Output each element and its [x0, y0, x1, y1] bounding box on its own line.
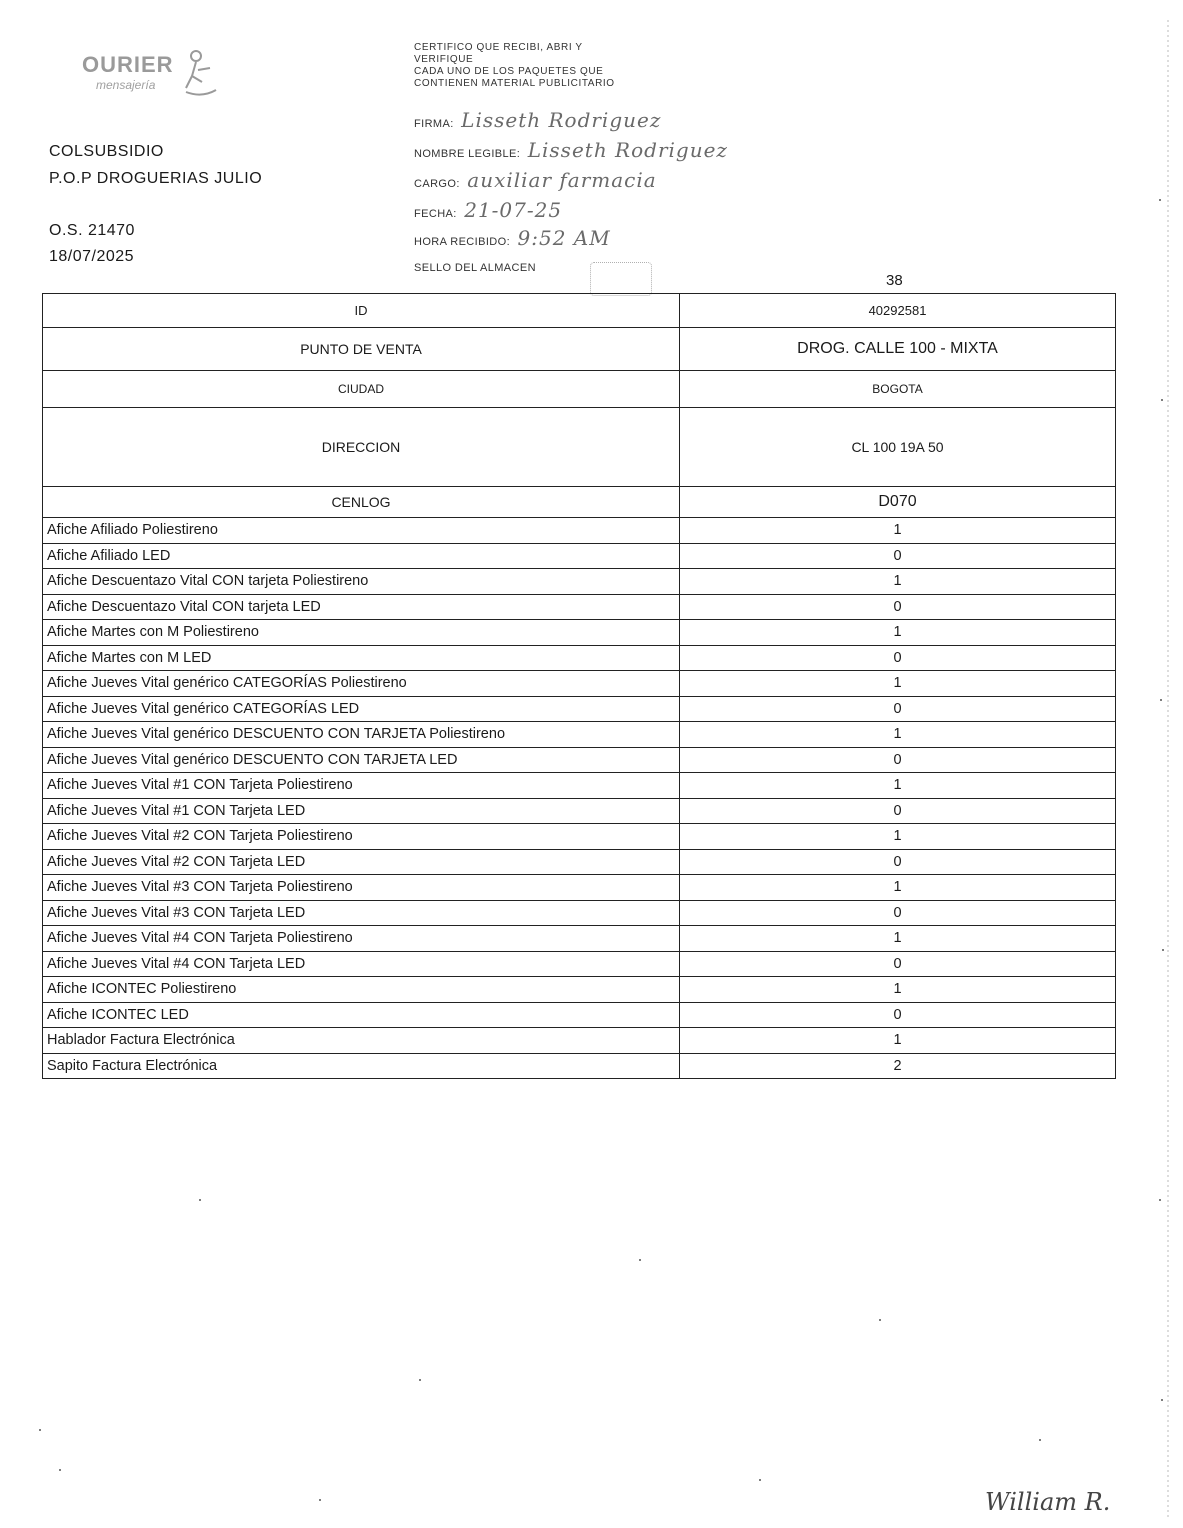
item-name: Afiche Jueves Vital #2 CON Tarjeta LED	[43, 849, 680, 875]
item-quantity: 0	[680, 900, 1116, 926]
item-quantity: 0	[680, 798, 1116, 824]
item-quantity: 0	[680, 747, 1116, 773]
row-value: DROG. CALLE 100 - MIXTA	[680, 328, 1116, 371]
row-label: CIUDAD	[43, 371, 680, 408]
item-name: Afiche Jueves Vital #3 CON Tarjeta Poliestireno	[43, 875, 680, 901]
item-name: Afiche ICONTEC Poliestireno	[43, 977, 680, 1003]
item-quantity: 1	[680, 722, 1116, 748]
item-quantity: 0	[680, 1002, 1116, 1028]
item-name: Afiche Descuentazo Vital CON tarjeta LED	[43, 594, 680, 620]
row-label: PUNTO DE VENTA	[43, 328, 680, 371]
item-name: Afiche Martes con M LED	[43, 645, 680, 671]
nombre-value: Lisseth Rodriguez	[527, 138, 728, 162]
item-quantity: 0	[680, 645, 1116, 671]
row-value: CL 100 19A 50	[680, 408, 1116, 487]
cargo-label: CARGO:	[414, 178, 460, 190]
fecha-value: 21-07-25	[464, 198, 563, 222]
item-name: Afiche ICONTEC LED	[43, 1002, 680, 1028]
item-name: Afiche Afiliado LED	[43, 543, 680, 569]
hora-value: 9:52 AM	[517, 226, 611, 250]
item-name: Afiche Jueves Vital #2 CON Tarjeta Poliestireno	[43, 824, 680, 850]
row-label: ID	[43, 294, 680, 328]
item-quantity: 2	[680, 1053, 1116, 1079]
item-name: Afiche Jueves Vital #4 CON Tarjeta Poliestireno	[43, 926, 680, 952]
page-number: 38	[886, 272, 903, 289]
firma-label: FIRMA:	[414, 118, 454, 130]
item-quantity: 1	[680, 569, 1116, 595]
item-quantity: 1	[680, 620, 1116, 646]
item-quantity: 0	[680, 543, 1116, 569]
row-value: BOGOTA	[680, 371, 1116, 408]
sello-label: SELLO DEL ALMACEN	[414, 262, 536, 274]
order-date: 18/07/2025	[49, 248, 135, 265]
item-quantity: 1	[680, 773, 1116, 799]
order-number: O.S. 21470	[49, 222, 135, 239]
row-label: DIRECCION	[43, 408, 680, 487]
item-name: Afiche Martes con M Poliestireno	[43, 620, 680, 646]
item-name: Afiche Jueves Vital #3 CON Tarjeta LED	[43, 900, 680, 926]
item-name: Afiche Jueves Vital genérico CATEGORÍAS Poliestireno	[43, 671, 680, 697]
item-name: Afiche Jueves Vital genérico DESCUENTO CON TARJETA Poliestireno	[43, 722, 680, 748]
logo-text: OURIER	[82, 52, 174, 77]
item-name: Afiche Jueves Vital #1 CON Tarjeta Poliestireno	[43, 773, 680, 799]
item-name: Afiche Jueves Vital #4 CON Tarjeta LED	[43, 951, 680, 977]
item-name: Hablador Factura Electrónica	[43, 1028, 680, 1054]
row-value: D070	[680, 487, 1116, 518]
row-value: 40292581	[680, 294, 1116, 328]
item-quantity: 0	[680, 696, 1116, 722]
project-name: P.O.P DROGUERIAS JULIO	[49, 170, 263, 187]
item-name: Afiche Jueves Vital genérico CATEGORÍAS LED	[43, 696, 680, 722]
firma-signature: Lisseth Rodriguez	[461, 108, 662, 132]
item-quantity: 0	[680, 849, 1116, 875]
item-name: Afiche Jueves Vital #1 CON Tarjeta LED	[43, 798, 680, 824]
item-name: Afiche Jueves Vital genérico DESCUENTO CON TARJETA LED	[43, 747, 680, 773]
item-quantity: 1	[680, 1028, 1116, 1054]
item-quantity: 1	[680, 824, 1116, 850]
item-name: Sapito Factura Electrónica	[43, 1053, 680, 1079]
item-quantity: 1	[680, 977, 1116, 1003]
client-name: COLSUBSIDIO	[49, 143, 164, 160]
fecha-label: FECHA:	[414, 208, 457, 220]
item-quantity: 0	[680, 951, 1116, 977]
signature: William R.	[985, 1488, 1111, 1516]
hora-label: HORA RECIBIDO:	[414, 236, 511, 248]
item-quantity: 1	[680, 875, 1116, 901]
item-quantity: 1	[680, 926, 1116, 952]
item-quantity: 0	[680, 594, 1116, 620]
certificate-line: CONTIENEN MATERIAL PUBLICITARIO	[414, 78, 615, 89]
logo-subtitle: mensajería	[96, 78, 156, 92]
certificate-line: CERTIFICO QUE RECIBI, ABRI Y	[414, 42, 583, 53]
item-name: Afiche Descuentazo Vital CON tarjeta Poliestireno	[43, 569, 680, 595]
item-name: Afiche Afiliado Poliestireno	[43, 518, 680, 544]
item-quantity: 1	[680, 671, 1116, 697]
cargo-value: auxiliar farmacia	[467, 168, 657, 192]
item-quantity: 1	[680, 518, 1116, 544]
certificate-line: CADA UNO DE LOS PAQUETES QUE	[414, 66, 604, 77]
certificate-line: VERIFIQUE	[414, 54, 474, 65]
row-label: CENLOG	[43, 487, 680, 518]
nombre-label: NOMBRE LEGIBLE:	[414, 148, 521, 160]
